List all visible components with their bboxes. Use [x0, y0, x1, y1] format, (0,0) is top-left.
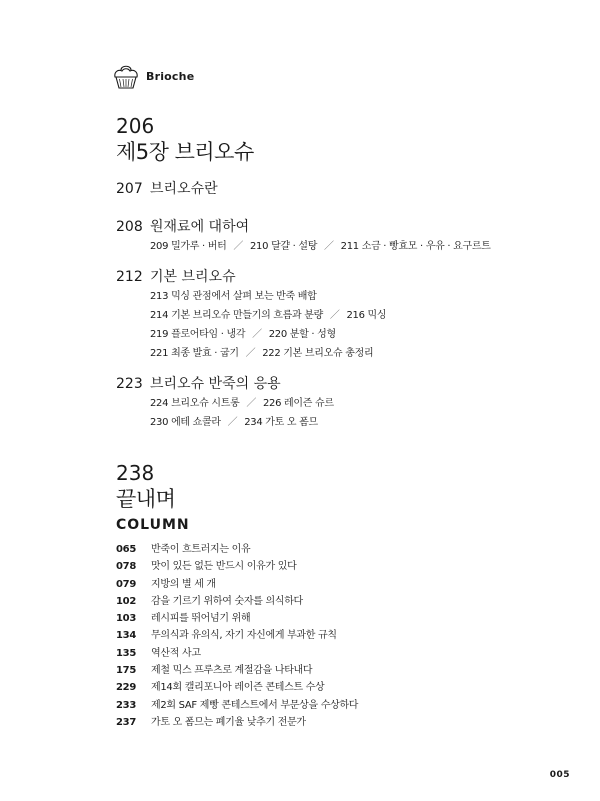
chapter-heading: [116, 114, 254, 166]
subsection-line: [116, 306, 576, 325]
separator: ／: [227, 417, 238, 428]
column-page: 175: [116, 665, 136, 677]
section-title: 원재료에 대하여: [150, 219, 250, 235]
column-item: [116, 593, 556, 610]
chapter-page: 206: [116, 114, 155, 138]
subsection-line: [116, 413, 576, 432]
column-text: 제철 믹스 프루츠로 계절감을 나타내다: [151, 665, 313, 677]
section-heading: [116, 180, 576, 199]
column-item: [116, 645, 556, 662]
separator: ／: [252, 329, 262, 340]
subsection-entry: 213 믹싱 관점에서 살펴 보는 반죽 배합: [150, 291, 317, 302]
subsection-entry: 209 밀가루 · 버터: [150, 241, 227, 252]
column-text: 레시피를 뛰어넘기 위해: [151, 613, 251, 625]
column-list: [116, 541, 556, 731]
separator: ／: [245, 348, 256, 359]
section-page: 208: [116, 219, 143, 235]
column-text: 맛이 있든 없든 반드시 이유가 있다: [151, 561, 297, 573]
subsection-line: [116, 394, 576, 413]
chapter-title: 제5장 브리오슈: [116, 140, 254, 164]
section-page: 223: [116, 376, 143, 392]
column-title: COLUMN: [116, 517, 190, 533]
column-page: 135: [116, 647, 136, 659]
brioche-icon: [112, 60, 140, 92]
section-page: 207: [116, 181, 143, 197]
column-text: 반죽이 흐트러지는 이유: [151, 544, 251, 555]
subsection-entry: 211 소금 · 빵효모 · 우유 · 요구르트: [340, 241, 491, 252]
column-text: 제2회 SAF 제빵 콘테스트에서 부문상을 수상하다: [151, 699, 359, 711]
column-text: 제14회 캘리포니아 레이즌 콘테스트 수상: [151, 682, 325, 694]
toc-section: [116, 268, 576, 363]
toc-section: [116, 218, 576, 256]
column-item: [116, 662, 556, 679]
subsection-entry: 216 믹싱: [346, 310, 387, 321]
subsection-entry: 234 가토 오 폼므: [244, 417, 318, 428]
column-item: [116, 714, 556, 731]
column-page: 229: [116, 682, 136, 694]
column-page: 134: [116, 630, 136, 642]
column-item: [116, 627, 556, 644]
column-page: 065: [116, 544, 136, 555]
column-item: [116, 558, 556, 575]
subsection-entry: 226 레이즌 슈르: [262, 398, 334, 409]
separator: ／: [324, 241, 334, 252]
section-title: 기본 브리오슈: [150, 269, 236, 285]
subsection-entry: 220 분할 · 성형: [268, 329, 336, 340]
subsection-entry: 222 기본 브리오슈 총정리: [262, 348, 374, 359]
separator: ／: [233, 241, 244, 252]
column-text: 역산적 사고: [151, 647, 201, 659]
ending-page: 238: [116, 461, 155, 485]
page-number: 005: [549, 770, 570, 780]
ending-heading: [116, 461, 175, 513]
subsection-entry: 214 기본 브리오슈 만들기의 흐름과 분량: [150, 310, 323, 321]
column-item: [116, 610, 556, 627]
column-page: 078: [116, 561, 136, 573]
subsection-line: [116, 287, 576, 306]
subsection-entry: 219 플로어타임 · 냉각: [150, 329, 246, 340]
separator: ／: [246, 398, 257, 409]
section-title: 브리오슈란: [150, 181, 218, 197]
column-item: [116, 697, 556, 714]
column-page: 233: [116, 699, 136, 711]
section-heading: [116, 218, 576, 237]
subsection-entry: 210 달걀 · 설탕: [250, 241, 318, 252]
section-heading: [116, 268, 576, 287]
column-item: [116, 576, 556, 593]
toc-section: [116, 375, 576, 432]
subsection-entry: 221 최종 발효 · 굽기: [150, 348, 239, 359]
column-text: 무의식과 유의식, 자기 자신에게 부과한 규칙: [151, 630, 337, 642]
column-page: 103: [116, 613, 136, 625]
section-title: 브리오슈 반죽의 응용: [150, 376, 281, 392]
section-page: 212: [116, 269, 143, 285]
toc-section: [116, 180, 576, 199]
column-page: 079: [116, 578, 136, 590]
subsection-entry: 224 브리오슈 시트롱: [150, 398, 240, 409]
subsection-line: [116, 344, 576, 363]
badge-label: Brioche: [146, 69, 195, 83]
chapter-badge: [112, 57, 194, 95]
section-heading: [116, 375, 576, 394]
column-page: 102: [116, 595, 136, 607]
column-text: 가토 오 폼므는 폐기율 낮추기 전문가: [151, 716, 306, 728]
column-item: [116, 541, 556, 558]
separator: ／: [329, 310, 340, 321]
subsection-entry: 230 에테 쇼콜라: [150, 417, 221, 428]
column-page: 237: [116, 716, 136, 728]
column-text: 지방의 별 세 개: [151, 578, 216, 590]
subsection-line: [116, 237, 576, 256]
column-item: [116, 679, 556, 696]
ending-title: 끝내며: [116, 487, 176, 511]
column-text: 감을 기르기 위하여 숫자를 의식하다: [151, 595, 303, 607]
subsection-line: [116, 325, 576, 344]
